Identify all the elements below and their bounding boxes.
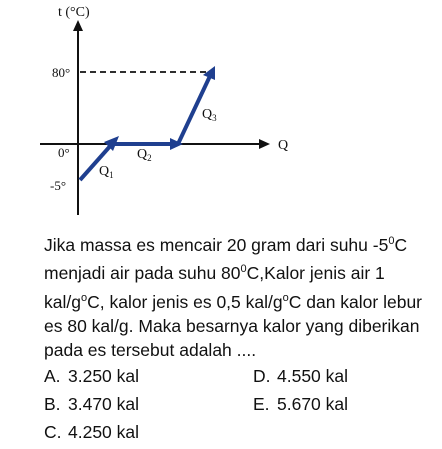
- option-b[interactable]: B. 3.470 kal: [44, 394, 140, 414]
- label-q1: $Q_1$: [99, 164, 114, 180]
- x-axis-arrow: [259, 139, 270, 149]
- heating-graph: [0, 0, 442, 222]
- option-c[interactable]: C. 4.250 kal: [44, 422, 140, 442]
- question-text: Jika massa es mencair 20 gram dari suhu $-5^0C$ menjadi air pada suhu $80^0C,Kalor$ jenis air 1 kal/$g^oC$, kalor jenis es 0,5 kal/$g^oC$ dan kalor lebur es 80 kal/g. Maka besarnya kalor yang diberikan pada es tersebut adalah ....: [44, 234, 423, 361]
- label-q3: $Q_3$: [202, 107, 217, 123]
- label-q2: $Q_2$: [137, 147, 152, 163]
- option-d[interactable]: D. 4.550 kal: [253, 366, 349, 386]
- tick-label-minus5: -5°: [50, 178, 67, 193]
- x-axis-label: Q: [278, 138, 289, 153]
- y-axis-arrow: [73, 20, 83, 31]
- option-e[interactable]: E. 5.670 kal: [253, 394, 349, 414]
- option-a[interactable]: A. 3.250 kal: [44, 366, 140, 386]
- tick-label-80: 80°: [52, 65, 71, 80]
- tick-label-0: 0°: [58, 145, 70, 160]
- y-axis-label: t (°C): [58, 5, 90, 20]
